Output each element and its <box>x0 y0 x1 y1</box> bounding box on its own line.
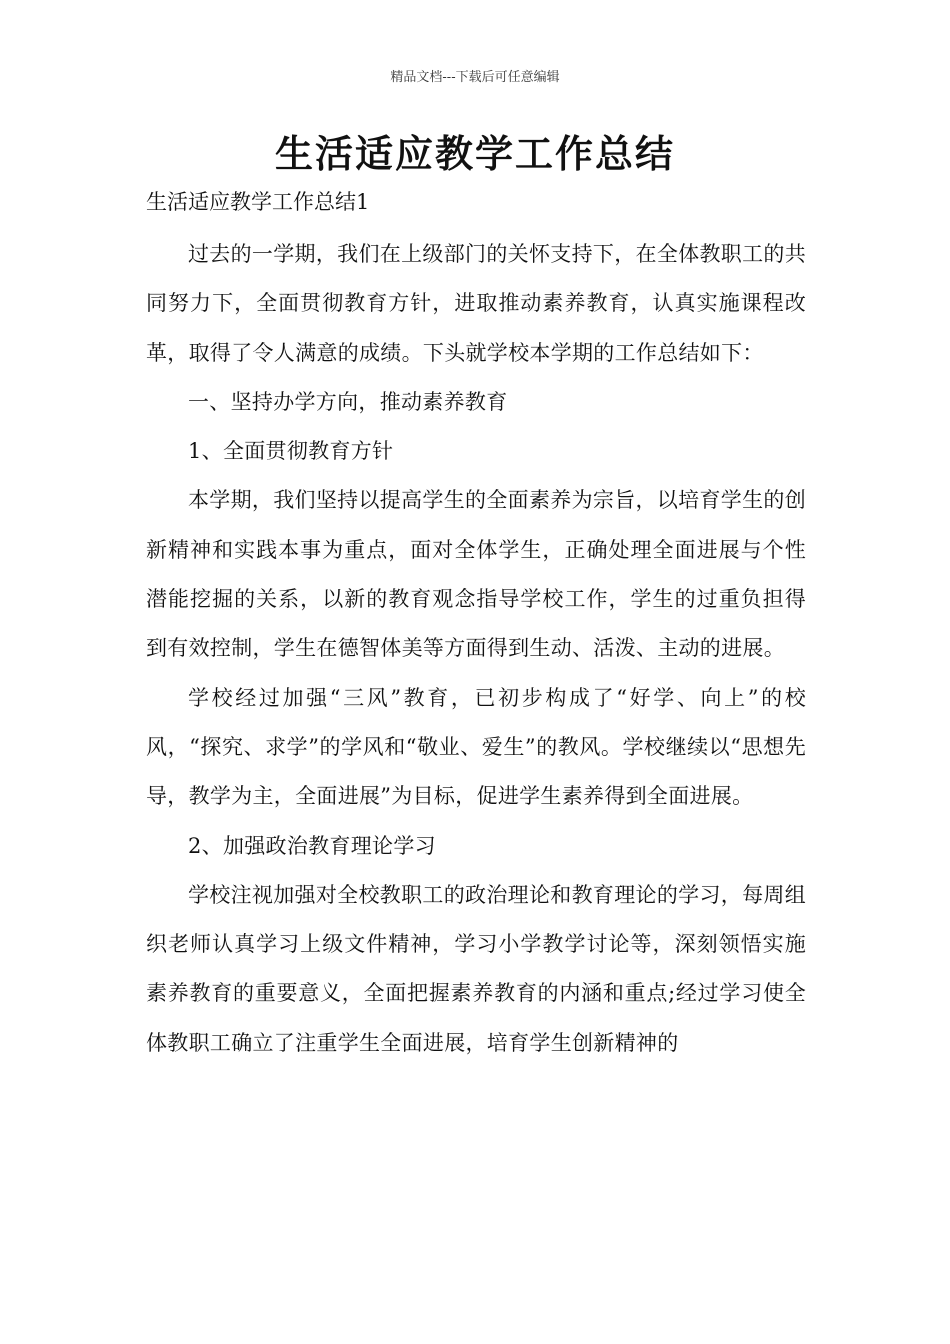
section-heading-1: 一、坚持办学方向，推动素养教育 <box>188 389 508 414</box>
paragraph-school-culture: 学校经过加强“三风”教育，已初步构成了“好学、向上”的校风，“探究、求学”的学风和“敬业、爱生”的教风。学校继续以“思想先导，教学为主，全面进展”为目标，促进学生素养得到全面进展。 <box>146 685 806 809</box>
header-note: 精品文档---下载后可任意编辑 <box>390 70 560 85</box>
section-subtitle: 生活适应教学工作总结1 <box>146 190 370 214</box>
page-title: 生活适应教学工作总结 <box>274 132 675 176</box>
subsection-heading-1: 1、全面贯彻教育方针 <box>188 439 394 464</box>
paragraph-education-policy: 本学期，我们坚持以提高学生的全面素养为宗旨，以培育学生的创新精神和实践本事为重点，面对全体学生，正确处理全面进展与个性潜能挖掘的关系，以新的教育观念指导学校工作，学生的过重负担得到有效控制，学生在德智体美等方面得到生动、活泼、主动的进展。 <box>146 488 806 661</box>
paragraph-theory-study: 学校注视加强对全校教职工的政治理论和教育理论的学习，每周组织老师认真学习上级文件精神，学习小学教学讨论等，深刻领悟实施素养教育的重要意义，全面把握素养教育的内涵和重点;经过学习使全体教职工确立了注重学生全面进展，培育学生创新精神的 <box>146 882 806 1055</box>
paragraph-intro: 过去的一学期，我们在上级部门的关怀支持下，在全体教职工的共同努力下，全面贯彻教育方针，进取推动素养教育，认真实施课程改革，取得了令人满意的成绩。下头就学校本学期的工作总结如下： <box>146 242 806 365</box>
subsection-heading-2: 2、加强政治教育理论学习 <box>188 833 436 858</box>
document-body <box>146 230 806 1068</box>
